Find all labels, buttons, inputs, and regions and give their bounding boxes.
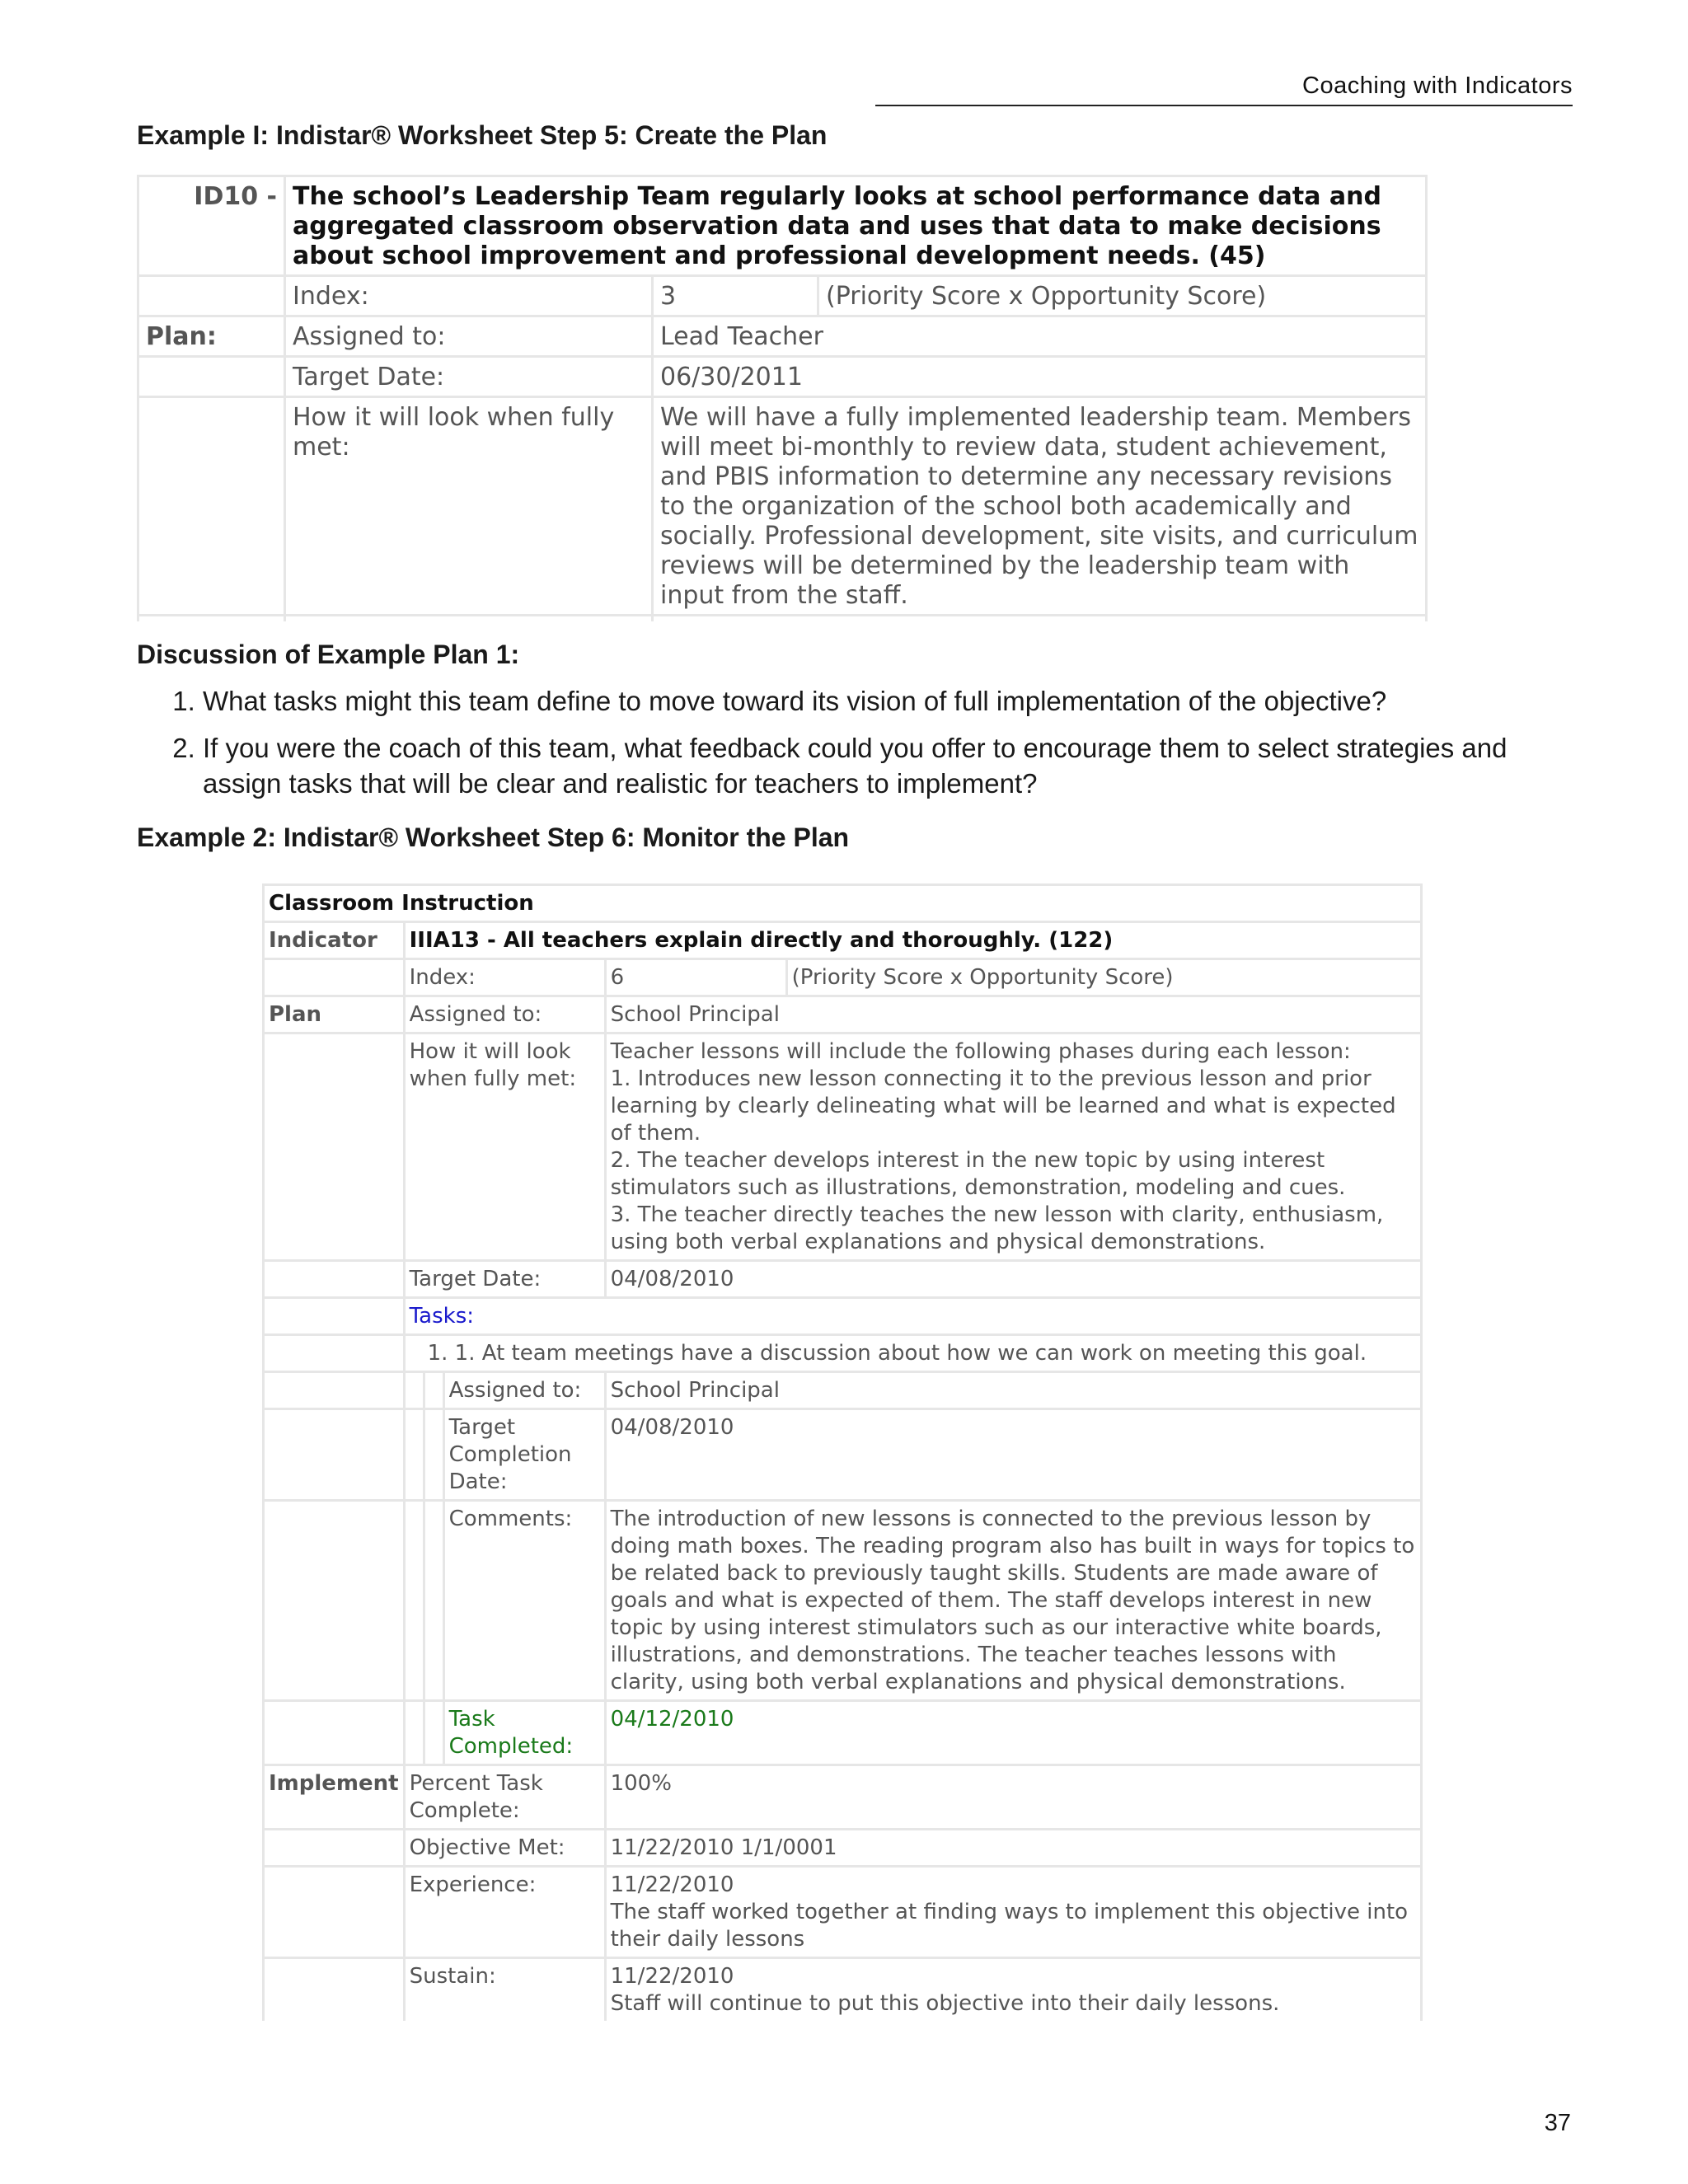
empty-cell: [138, 276, 285, 316]
page-number: 37: [1544, 2110, 1571, 2136]
index-value: 6: [605, 959, 786, 996]
task-comments-row: [264, 1501, 1422, 1701]
task-completed-value: 04/12/2010: [605, 1701, 1421, 1765]
plan-label: Plan: [264, 996, 405, 1033]
indicator-row: [138, 176, 1427, 276]
task-assigned-value: School Principal: [605, 1372, 1421, 1409]
objective-met-label: Objective Met:: [404, 1830, 605, 1867]
implement-label: Implement: [264, 1765, 405, 1830]
index-row: [264, 959, 1422, 996]
task-title: 1. 1. At team meetings have a discussion about how we can work on meeting this goal.: [404, 1335, 1421, 1372]
indicator-id: ID10 -: [138, 176, 285, 276]
index-note: (Priority Score x Opportunity Score): [786, 959, 1421, 996]
section-title: Classroom Instruction: [264, 885, 1422, 922]
discussion-question: 1. What tasks might this team define to move toward its vision of full implementation of the objective?: [203, 683, 1571, 719]
sustain-row: [264, 1958, 1422, 2022]
discussion-question: 2. If you were the coach of this team, what feedback could you offer to encourage them to select strategies and assign tasks that will be clear and realistic for teachers to implement?: [203, 730, 1571, 801]
running-header: Coaching with Indicators: [875, 73, 1573, 106]
fully-met-row: [138, 397, 1427, 616]
target-row: [264, 1261, 1422, 1298]
assigned-value: School Principal: [605, 996, 1421, 1033]
task-assigned-row: [264, 1372, 1422, 1409]
experience-value: 11/22/2010 The staff worked together at finding ways to implement this objective into their daily lessons: [605, 1867, 1421, 1958]
index-label: Index:: [404, 959, 605, 996]
percent-value: 100%: [605, 1765, 1421, 1830]
indicator-label: Indicator: [264, 922, 405, 959]
fully-met-label: How it will look when fully met:: [285, 397, 653, 616]
target-value: 06/30/2011: [653, 357, 1427, 397]
discussion-section: [137, 640, 1571, 813]
task-target-row: [264, 1409, 1422, 1501]
index-row: [138, 276, 1427, 316]
fully-met-label: How it will look when fully met:: [404, 1033, 605, 1261]
objective-met-row: [264, 1830, 1422, 1867]
task-completed-row: [264, 1701, 1422, 1765]
example2-heading: Example 2: Indistar® Worksheet Step 6: Monitor the Plan: [137, 823, 850, 852]
fully-met-value: Teacher lessons will include the following phases during each lesson: 1. Introduces new lesson connecting it to the previous lesson and prior learning by clearly delineating what will be learned and what is expected of them. 2. The teacher develops interest in the new topic by using interest stimulators such as illustrations, demonstration, modeling and cues. 3. The teacher directly teaches the new lesson with clarity, enthusiasm, using both verbal explanations and physical demonstrations.: [605, 1033, 1421, 1261]
target-value: 04/08/2010: [605, 1261, 1421, 1298]
fully-met-row: [264, 1033, 1422, 1261]
objective-met-value: 11/22/2010 1/1/0001: [605, 1830, 1421, 1867]
task-target-label: Target Completion Date:: [443, 1409, 605, 1501]
assigned-label: Assigned to:: [404, 996, 605, 1033]
section-title-row: [264, 885, 1422, 922]
tasks-row: [264, 1298, 1422, 1335]
task-target-value: 04/08/2010: [605, 1409, 1421, 1501]
empty-cell: [138, 397, 285, 616]
target-label: Target Date:: [404, 1261, 605, 1298]
task-assigned-label: Assigned to:: [443, 1372, 605, 1409]
indicator-text: The school’s Leadership Team regularly looks at school performance data and aggregated classroom observation data and uses that data to make decisions about school improvement and professional development needs. (45): [285, 176, 1427, 276]
indicator-row: [264, 922, 1422, 959]
sustain-label: Sustain:: [404, 1958, 605, 2022]
assigned-row: [264, 996, 1422, 1033]
experience-row: [264, 1867, 1422, 1958]
task-title-row: [264, 1335, 1422, 1372]
assigned-row: [138, 316, 1427, 357]
tasks-label: Tasks:: [404, 1298, 1421, 1335]
discussion-questions: [137, 683, 1571, 801]
empty-cell: [138, 357, 285, 397]
plan-label: Plan:: [138, 316, 285, 357]
indicator-text: IIIA13 - All teachers explain directly and thoroughly. (122): [404, 922, 1421, 959]
sustain-value: 11/22/2010 Staff will continue to put this objective into their daily lessons.: [605, 1958, 1421, 2022]
percent-label: Percent Task Complete:: [404, 1765, 605, 1830]
index-value: 3: [653, 276, 818, 316]
table-end-row: [138, 616, 1427, 622]
assigned-label: Assigned to:: [285, 316, 653, 357]
task-completed-label: Task Completed:: [443, 1701, 605, 1765]
index-label: Index:: [285, 276, 653, 316]
target-row: [138, 357, 1427, 397]
discussion-heading: Discussion of Example Plan 1:: [137, 640, 520, 669]
fully-met-value: We will have a fully implemented leadership team. Members will meet bi-monthly to review data, student achievement, and PBIS information to determine any necessary revisions to the organization of the school both academically and socially. Professional development, site visits, and curriculum reviews will be determined by the leadership team with input from the staff.: [653, 397, 1427, 616]
experience-label: Experience:: [404, 1867, 605, 1958]
task-comments-value: The introduction of new lessons is connected to the previous lesson by doing math boxes. The reading program also has built in ways for topics to be related back to previously taught skills. Students are made aware of goals and what is expected of them. The staff develops interest in new topic by using interest stimulators such as our interactive white boards, illustrations, and demonstrations. The teacher teaches lessons with clarity, using both verbal explanations and physical demonstrations.: [605, 1501, 1421, 1701]
target-label: Target Date:: [285, 357, 653, 397]
index-note: (Priority Score x Opportunity Score): [818, 276, 1427, 316]
plan-worksheet-table: [137, 175, 1428, 621]
monitor-worksheet-table: [262, 883, 1423, 2021]
task-comments-label: Comments:: [443, 1501, 605, 1701]
example1-heading: Example I: Indistar® Worksheet Step 5: Create the Plan: [137, 120, 828, 150]
assigned-value: Lead Teacher: [653, 316, 1427, 357]
percent-row: [264, 1765, 1422, 1830]
